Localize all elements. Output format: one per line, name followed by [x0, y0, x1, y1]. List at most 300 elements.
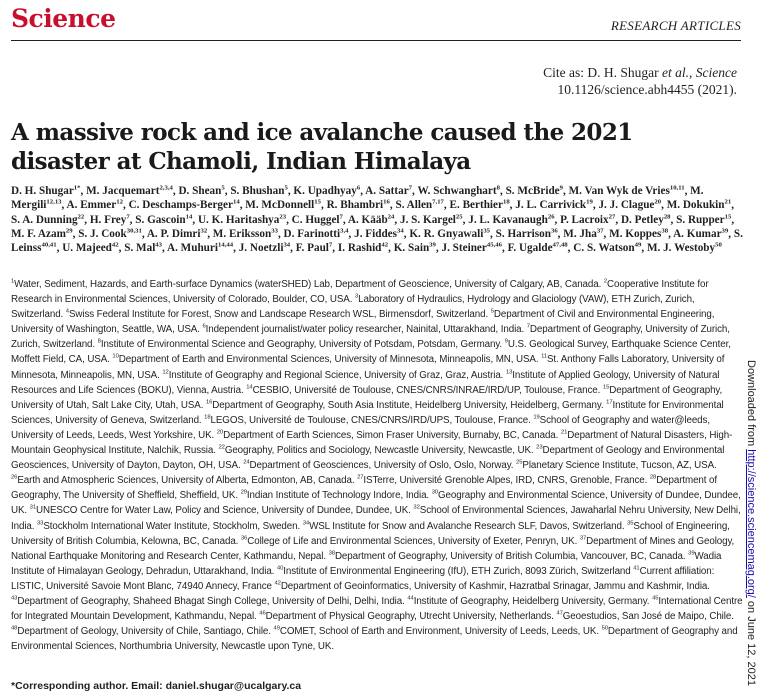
author-name: S. Allen [395, 199, 433, 212]
affiliation-text: Geography, Politics and Sociology, Newcastle University, Newcastle, UK. [224, 445, 534, 457]
author-name: K. Sain [393, 242, 430, 255]
author [167, 242, 233, 254]
affiliation [204, 415, 531, 426]
affiliation-text: Department of Geography, Shaheed Bhagat Singh College, University of Delhi, Delhi, India. [17, 595, 405, 607]
affiliation-text: Wadia Institute of Himalayan Geology, Dehradun, Uttarakhand, India. [11, 550, 722, 577]
affiliation-text: Institute of Geography, Heidelberg University, Germany. [413, 595, 650, 607]
affiliation-text: International Centre for Integrated Mountain Development, Kathmandu, Nepal. [11, 595, 743, 623]
affiliation-text: Department of Geography, The University of Sheffield, Sheffield, UK. [11, 475, 717, 502]
citation-doi: 10.1126/science.abh4455 (2021). [557, 82, 737, 97]
author-name: M. Jacquemart [86, 185, 160, 197]
author-affiliation-marker: 15 [314, 198, 321, 206]
affiliation [112, 354, 538, 365]
affiliation [274, 581, 709, 592]
author-name: J. L. Kavanaugh [468, 213, 548, 226]
affiliation-text: Planetary Science Institute, Tucson, AZ, USA. [522, 460, 717, 472]
affiliation [246, 385, 600, 396]
author-affiliation-marker: 39 [721, 227, 729, 235]
affiliation [277, 566, 631, 577]
affiliation-number: 35 [627, 520, 634, 527]
author-name: S. Gascoin [135, 213, 186, 226]
affiliation-text: St. Anthony Falls Laboratory, University of Minnesota, Minneapolis, MN, USA. [11, 354, 725, 381]
author-affiliation-marker: 30,31 [126, 227, 142, 235]
author [293, 185, 360, 197]
affiliation-text: Department of Earth Sciences, Simon Fraser University, Burnaby, BC, Canada. [223, 429, 559, 441]
affiliation [11, 626, 271, 637]
affiliation-number: 31 [29, 505, 37, 512]
author-affiliation-marker: 26 [547, 212, 555, 220]
author-name: D. H. Shugar [11, 185, 74, 197]
author-affiliation-marker: 40,41 [41, 241, 57, 249]
journal-logo: Science [11, 4, 116, 33]
author-affiliation-marker: 15 [724, 212, 732, 220]
affiliation-number: 48 [11, 625, 18, 632]
affiliation [329, 551, 686, 562]
author [673, 228, 728, 240]
author-name: U. Majeed [62, 242, 112, 255]
affiliation-text: LEGOS, Université de Toulouse, CNES/CNRS/IRD/UPS, Toulouse, France. [210, 414, 531, 426]
author [348, 214, 395, 226]
author-affiliation-marker: 34 [283, 241, 291, 249]
author-affiliation-marker: 47,48 [552, 241, 568, 249]
affiliation-text: Institute of Environmental Engineering (IfU), ETH Zurich, 8093 Zürich, Switzerland [283, 565, 631, 577]
author-affiliation-marker: 21 [724, 198, 732, 206]
author-affiliation-marker: 16 [383, 198, 390, 206]
affiliation-text: COMET, School of Earth and Environment, University of Leeds, Leeds, UK. [279, 626, 599, 638]
author-name: S. Harrison [495, 227, 551, 240]
author-name: D. Farinotti [283, 227, 341, 240]
author [395, 199, 443, 211]
author-affiliation-marker: 5 [221, 184, 225, 192]
download-sidenote [745, 360, 757, 686]
affiliation [407, 596, 649, 607]
affiliation-number: 44 [407, 595, 414, 602]
citation-prefix: Cite as: D. H. Shugar [543, 65, 663, 80]
affiliation-number: 22 [218, 444, 225, 451]
affiliation-number: 43 [11, 595, 18, 602]
affiliation [556, 611, 733, 622]
affiliation-text: Earth and Atmospheric Sciences, University of Alberta, Edmonton, AB, Canada. [17, 475, 355, 487]
author [506, 185, 563, 197]
affiliation [202, 324, 524, 335]
author-affiliation-marker: 37 [596, 227, 604, 235]
affiliation-text: Department of Geography and Environmental Sciences, Northumbria University, Newcastle upon Tyne, UK. [11, 626, 738, 653]
affiliation-number: 26 [11, 474, 18, 481]
author [647, 242, 722, 254]
affiliation [241, 536, 577, 547]
author-name: S. Mal [124, 242, 156, 255]
author-name: D. Petley [620, 213, 664, 226]
author-affiliation-marker: 12,13 [46, 198, 62, 206]
affiliation-number: 15 [602, 384, 610, 391]
affiliation-number: 28 [649, 474, 657, 481]
affiliation [217, 430, 559, 441]
author-affiliation-marker: 45,46 [486, 241, 502, 249]
affiliation-number: 23 [536, 444, 543, 451]
affiliation-number: 14 [246, 384, 253, 391]
author-affiliation-marker: 38 [661, 227, 669, 235]
affiliation-number: 24 [243, 459, 250, 466]
author [676, 214, 731, 226]
author-name: M. Jha [563, 227, 597, 240]
affiliation [11, 596, 405, 607]
affiliation-number: 47 [556, 610, 563, 617]
sidenote-prefix: Downloaded from [745, 360, 757, 450]
author-name: K. R. Gnyawali [409, 227, 484, 240]
author [569, 185, 685, 197]
author-affiliation-marker: 2,3,4 [159, 184, 173, 192]
affiliation [11, 475, 354, 486]
affiliation [243, 460, 513, 471]
affiliation-number: 34 [302, 520, 310, 527]
author [327, 199, 390, 211]
affiliation [274, 626, 599, 637]
affiliation-number: 3 [354, 293, 359, 300]
affiliation-number: 37 [579, 535, 587, 542]
affiliation-text: Department of Civil and Environmental Engineering, University of Washington, Seattle, WA, USA. [11, 309, 715, 336]
author-name: A. Emmer [66, 199, 117, 212]
affiliation-text: Institute of Environmental Science and Geography, University of Potsdam, Potsdam, Germany. [100, 339, 503, 351]
affiliation-text: Department of Geography, University of Utah, Salt Lake City, Utah, USA. [11, 384, 723, 411]
author [573, 242, 641, 254]
affiliation-text: U.S. Geological Survey, Earthquake Science Center, Moffett Field, CA, USA. [11, 339, 731, 366]
author-affiliation-marker: 22 [77, 212, 85, 220]
author-affiliation-marker: 7 [328, 241, 333, 249]
author [230, 185, 287, 197]
affiliation-text: CESBIO, Université de Toulouse, CNES/CNRS/INRAE/IRD/UP, Toulouse, France. [252, 384, 601, 396]
author [563, 228, 603, 240]
affiliation-number: 36 [240, 535, 248, 542]
author-affiliation-marker: 42 [381, 241, 389, 249]
author [178, 185, 224, 197]
author-name: S. J. Cook [78, 227, 127, 240]
author [78, 228, 142, 240]
author-affiliation-marker: 6 [356, 184, 361, 192]
author-affiliation-marker: 39 [429, 241, 436, 249]
affiliation-text: Geoestudios, San José de Maipo, Chile. [562, 611, 734, 623]
affiliation [11, 279, 601, 290]
corresponding-author: *Corresponding author. Email: daniel.shugar@ucalgary.ca [11, 680, 302, 692]
affiliation-number: 49 [273, 625, 280, 632]
author [496, 228, 558, 240]
author-affiliation-marker: 50 [715, 241, 722, 249]
author-name: A. Kumar [673, 227, 722, 240]
author-affiliation-marker: 9 [559, 184, 563, 192]
author [292, 214, 343, 226]
author-name: M. Eriksson [212, 227, 272, 240]
affiliation-text: College of Life and Environmental Sciences, University of Exeter, Penryn, UK. [247, 535, 578, 547]
affiliation-number: 16 [205, 399, 213, 406]
affiliation-text: Department of Mines and Geology, National Earthquake Monitoring and Research Center, Kathmandu, Nepal. [11, 535, 735, 562]
author-affiliation-marker: 27 [608, 212, 616, 220]
affiliation-text: Department of Geography, University of British Columbia, Vancouver, BC, Canada. [334, 550, 686, 562]
author-affiliation-marker: 43 [155, 241, 163, 249]
author [86, 185, 173, 197]
author-affiliation-marker: 7,17 [432, 198, 444, 206]
author-affiliation-marker: 14,44 [217, 241, 234, 249]
affiliation-text: WSL Institute for Snow and Avalanche Research SLF, Davos, Switzerland. [309, 520, 625, 532]
author-name: I. Rashid [337, 242, 382, 255]
affiliation-number: 40 [276, 565, 284, 572]
affiliation-text: School of Engineering, University of British Columbia, Kelowna, BC, Canada. [11, 520, 730, 547]
affiliation-text: Department of Natural Disasters, High-Mountain Geophysical Institute, Nalchik, Russia. [11, 429, 733, 457]
affiliation-text: Independent journalist/water policy researcher, Nainital, Uttarakhand, India. [205, 324, 525, 336]
affiliation-text: Department of Geosciences, University of Oslo, Oslo, Norway. [249, 460, 514, 472]
author [147, 228, 207, 240]
author [560, 214, 615, 226]
affiliation [66, 309, 488, 320]
author-affiliation-marker: 34 [397, 227, 404, 235]
author [441, 242, 502, 254]
affiliation-text: Laboratory of Hydraulics, Hydrology and Glaciology (VAW), ETH Zurich, Zurich, Switzerland. [11, 294, 695, 321]
author [284, 228, 349, 240]
author-affiliation-marker: 20 [654, 198, 662, 206]
affiliation [259, 611, 554, 622]
author [124, 242, 162, 254]
author-affiliation-marker: 7 [408, 184, 413, 192]
author-name: J. Fiddes [354, 227, 398, 240]
author-name: F. Ugalde [507, 242, 553, 255]
affiliation-number: 27 [357, 474, 364, 481]
author-name: M. F. Azam [11, 227, 66, 240]
author-affiliation-marker: 18 [502, 198, 510, 206]
author [62, 242, 118, 254]
sidenote-link[interactable]: http://science.sciencemag.org/ [745, 449, 757, 598]
author-affiliation-marker: 25 [455, 212, 463, 220]
author [213, 228, 278, 240]
author-name: C. Deschamps-Berger [128, 199, 233, 212]
author [129, 199, 240, 211]
author-affiliation-marker: 35 [483, 227, 491, 235]
affiliation-text: Department of Earth and Environmental Sciences, University of Minnesota, Minneapolis, MN, USA. [118, 354, 539, 366]
author-affiliation-marker: 36 [550, 227, 558, 235]
affiliation-text: Institute of Applied Geology, University of Natural Resources and Life Sciences (BOKU), Vienna, Austria. [11, 369, 720, 396]
author-affiliation-marker: 29 [65, 227, 73, 235]
author [67, 199, 123, 211]
author-name: D. Shean [178, 185, 222, 197]
affiliation-number: 2 [603, 278, 608, 285]
affiliation-number: 6 [202, 324, 206, 331]
affiliation-number: 33 [37, 520, 44, 527]
author [135, 214, 192, 226]
author [515, 199, 593, 211]
affiliation-number: 39 [688, 550, 695, 557]
affiliation-number: 45 [652, 595, 659, 602]
affiliation-number: 30 [431, 490, 439, 497]
affiliation-number: 19 [533, 414, 540, 421]
author [198, 214, 286, 226]
author-affiliation-marker: 32 [200, 227, 208, 235]
author [338, 242, 388, 254]
author-name: J. J. Clague [598, 199, 655, 212]
affiliation [206, 400, 604, 411]
author [11, 185, 81, 197]
author-name: A. Kääb [347, 213, 388, 226]
author-name: S. McBride [505, 185, 560, 197]
author-affiliation-marker: 7 [126, 212, 130, 220]
affiliation-number: 5 [490, 308, 494, 315]
author-name: C. S. Watson [573, 242, 635, 255]
author-name: R. Bhambri [326, 199, 384, 212]
author-name: J. Steiner [441, 242, 487, 255]
affiliation-number: 20 [216, 429, 224, 436]
author-affiliation-marker: 33 [271, 227, 278, 235]
affiliation [30, 505, 411, 516]
author-affiliation-marker: 5 [284, 184, 288, 192]
author-affiliation-marker: 14 [232, 198, 240, 206]
affiliation-text: Department of Geology, University of Chile, Santiago, Chile. [17, 626, 271, 638]
author-affiliation-marker: 1* [73, 184, 81, 192]
author [598, 199, 661, 211]
author [667, 199, 732, 211]
citation-block [543, 64, 737, 98]
author-name: H. Frey [89, 213, 127, 226]
author-name: M. Van Wyk de Vries [568, 185, 670, 197]
author [609, 228, 668, 240]
author-name: A. P. Dimri [146, 227, 201, 240]
affiliation-text: Department of Geoinformatics, University of Kashmir, Hazratbal Srinagar, Jammu and Kashmir, India. [280, 580, 710, 592]
affiliation-text: Department of Geography, University of Zurich, Zurich, Switzerland. [11, 324, 730, 351]
author-name: F. Paul [295, 242, 329, 255]
affiliation-number: 21 [560, 429, 568, 436]
affiliation-text: Water, Sediment, Hazards, and Earth-surface Dynamics (waterSHED) Lab, Department of Geoscience, University of Calgary, AB, Canada. [14, 279, 602, 290]
affiliation-text: Department of Geology and Environmental Geosciences, University of Dayton, Dayton, OH, USA. [11, 445, 725, 472]
author-affiliation-marker: 23 [279, 212, 287, 220]
affiliation-text: Cooperative Institute for Research in Environmental Sciences, University of Colorado, Boulder, CO, USA. [11, 279, 709, 306]
author-name: M. J. Westoby [646, 242, 716, 255]
affiliation-number: 50 [601, 625, 608, 632]
author-name: S. Bhushan [230, 185, 285, 197]
affiliation-number: 1 [11, 278, 15, 285]
author-name: M. Koppes [609, 227, 662, 240]
affiliation-number: 8 [97, 339, 101, 346]
author-name: U. K. Haritashya [197, 213, 280, 226]
author-affiliation-marker: 14 [185, 212, 193, 220]
author [90, 214, 130, 226]
affiliation-number: 7 [526, 324, 530, 331]
author-name: P. Lacroix [560, 213, 609, 226]
author-name: M. Dokukin [666, 199, 725, 212]
affiliation-number: 41 [633, 565, 640, 572]
author-affiliation-marker: 49 [634, 241, 642, 249]
header-rule [11, 40, 741, 41]
affiliation-text: Current affiliation: LISTIC, Université Savoie Mont Blanc, 74940 Annecy, France [11, 565, 715, 592]
affiliation-text: Indian Institute of Technology Indore, India. [246, 490, 430, 502]
author [365, 185, 412, 197]
affiliation [241, 490, 429, 501]
affiliation-number: 13 [505, 369, 513, 376]
author-affiliation-marker: 10,11 [669, 184, 685, 192]
sidenote-suffix: on June 12, 2021 [745, 597, 757, 686]
affiliation-number: 12 [162, 369, 169, 376]
author [239, 242, 290, 254]
affiliation-number: 32 [413, 505, 420, 512]
affiliation [98, 339, 502, 350]
author-name: S. Leinss [11, 227, 743, 255]
author-name: M. McDonnell [245, 199, 315, 212]
author-affiliation-marker: 42 [111, 241, 119, 249]
author-name: J. Noetzli [238, 242, 284, 255]
author [468, 214, 554, 226]
article-title: A massive rock and ice avalanche caused the 2021 disaster at Chamoli, Indian Himalaya [11, 119, 633, 175]
affiliation [303, 521, 625, 532]
author-name: E. Berthier [449, 199, 503, 212]
author [409, 228, 490, 240]
author [296, 242, 333, 254]
affiliation-text: Institute for Environmental Sciences, University of Geneva, Switzerland. [11, 399, 724, 426]
affiliation-list [11, 277, 744, 654]
author-name: A. Muhuri [167, 242, 218, 255]
affiliation-text: Stockholm International Water Institute, Stockholm, Sweden. [43, 520, 301, 532]
affiliation-text: Swiss Federal Institute for Forest, Snow and Landscape Research WSL, Birmensdorf, Switzerland. [68, 309, 489, 321]
affiliation-text: Institute of Geography and Regional Science, University of Graz, Graz, Austria. [168, 369, 504, 381]
affiliation-number: 9 [504, 339, 508, 346]
affiliation-text: Department of Geography, South Asia Institute, Heidelberg University, Heidelberg, Germany. [212, 399, 604, 411]
affiliation-number: 46 [259, 610, 266, 617]
author [11, 214, 84, 226]
author [621, 214, 671, 226]
affiliation-text: Geography and Environmental Science, University of Dundee, Dundee, UK. [11, 490, 741, 517]
author-affiliation-marker: 3,4 [340, 227, 349, 235]
citation-journal: Science [695, 65, 737, 80]
author [508, 242, 568, 254]
author-name: W. Schwanghart [417, 185, 497, 197]
affiliation [162, 370, 503, 381]
author-affiliation-marker: 8 [496, 184, 500, 192]
author [400, 214, 463, 226]
affiliation-number: 11 [541, 354, 547, 361]
author-affiliation-marker: 7 [339, 212, 343, 220]
author-name: J. L. Carrivick [515, 199, 587, 212]
author-name: J. S. Kargel [399, 213, 456, 226]
author-name: K. Upadhyay [293, 185, 357, 197]
citation-etal: et al., [662, 65, 693, 80]
affiliation-text: School of Environmental Sciences, Jawaharlal Nehru University, New Delhi, India. [11, 505, 741, 532]
affiliation-text: ISTerre, Université Grenoble Alpes, IRD, CNRS, Grenoble, France. [363, 475, 648, 487]
affiliation-text: School of Geography and water@leeds, University of Leeds, Leeds, West Yorkshire, UK. [11, 414, 710, 441]
affiliation-text: UNESCO Centre for Water Law, Policy and Science, University of Dundee, Dundee, UK. [36, 505, 411, 517]
author [245, 199, 321, 211]
affiliation [218, 445, 533, 456]
author-name: M. Mergili [11, 185, 704, 212]
author-affiliation-marker: 19 [586, 198, 593, 206]
author-name: A. Sattar [365, 185, 409, 197]
author [394, 242, 436, 254]
affiliation-number: 17 [606, 399, 613, 406]
author [11, 228, 73, 240]
author-affiliation-marker: 12 [116, 198, 123, 206]
affiliation-text: Department of Physical Geography, Utrecht University, Netherlands. [265, 611, 554, 623]
author [450, 199, 510, 211]
author-name: S. Rupper [676, 213, 725, 226]
affiliation [357, 475, 647, 486]
author-list: D. H. Shugar$^{1*}$, M. Jacquemart$^{2,3,4}$, D. Shean$^5$, S. Bhushan$^5$, K. Upadhyay$^6$, A. Sattar$^7$, W. Schwanghart$^8$, S. McBride$^9$, M. Van Wyk de Vries$^{10,11}$, M. Mergili$^{12,13}$, A. Emmer$^{12}$, C. Deschamps-Berger$^{14}$, M. McDonnell$^{15}$, R. Bhambri$^{16}$, S. Allen$^{7,17}$, E. Berthier$^{18}$, J. L. Carrivick$^{19}$, J. J. Clague$^{20}$, M. Dokukin$^{21}$, S. A. Dunning$^{22}$, H. Frey$^7$, S. Gascoin$^{14}$, U. K. Haritashya$^{23}$, C. Huggel$^7$, A. Kääb$^{24}$, J. S. Kargel$^{25}$, J. L. Kavanaugh$^{26}$, P. Lacroix$^{27}$, D. Petley$^{28}$, S. Rupper$^{15}$, M. F. Azam$^{29}$, S. J. Cook$^{30,31}$, A. P. Dimri$^{32}$, M. Eriksson$^{33}$, D. Farinotti$^{3,4}$, J. Fiddes$^{34}$, K. R. Gnyawali$^{35}$, S. Harrison$^{36}$, M. Jha$^{37}$, M. Koppes$^{38}$, A. Kumar$^{39}$, S. Leinss$^{40,41}$, U. Majeed$^{42}$, S. Mal$^{43}$, A. Muhuri$^{14,44}$, J. Noetzli$^{34}$, F. Paul$^7$, I. Rashid$^{42}$, K. Sain$^{39}$, J. Steiner$^{45,46}$, F. Ugalde$^{47,48}$, C. S. Watson$^{49}$, M. J. Westoby$^{50}$ [11, 184, 743, 255]
section-label: RESEARCH ARTICLES [610, 18, 741, 33]
affiliation-number: 25 [516, 459, 523, 466]
affiliation-number: 10 [112, 354, 119, 361]
citation-line [543, 64, 737, 81]
affiliation-number: 18 [204, 414, 211, 421]
affiliation-number: 4 [65, 308, 69, 315]
affiliation-number: 29 [240, 490, 247, 497]
author-name: C. Huggel [291, 213, 340, 226]
author-name: S. A. Dunning [11, 213, 78, 226]
author-affiliation-marker: 28 [663, 212, 671, 220]
affiliation-number: 38 [328, 550, 335, 557]
affiliation [516, 460, 717, 471]
author [354, 228, 404, 240]
affiliation [37, 521, 300, 532]
